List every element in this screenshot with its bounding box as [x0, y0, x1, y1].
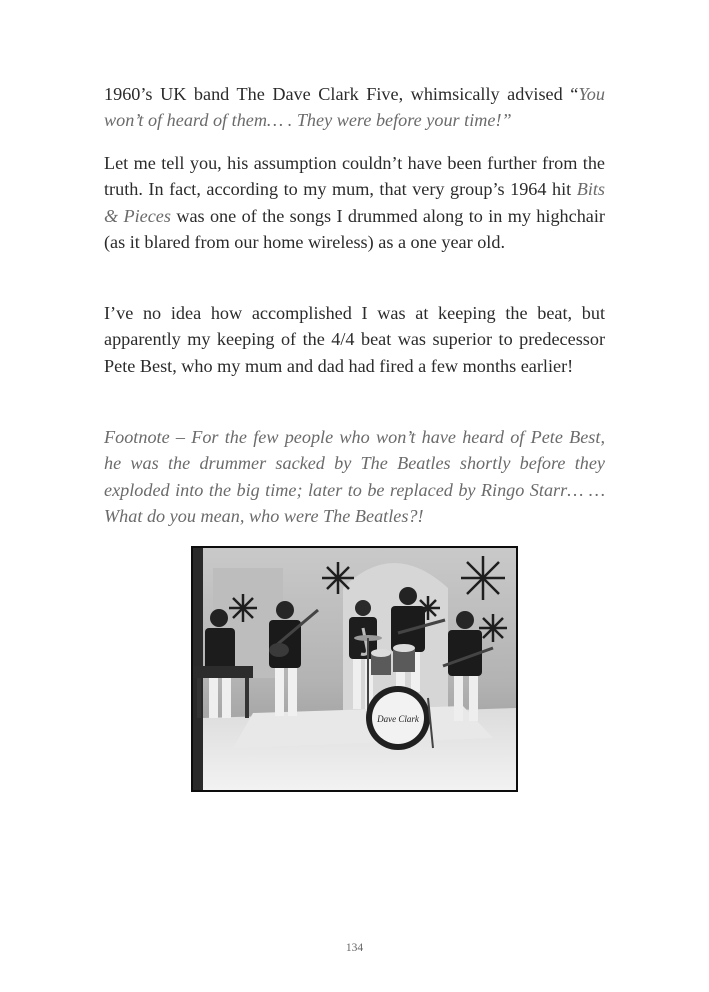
- assumption-text-end: was one of the songs I drummed along to in my highchair (as it blared from our home wireless) as a one year old.: [104, 205, 605, 252]
- intro-quote: You won’t of heard of them… . They were before your time!”: [104, 84, 605, 131]
- paragraph-footnote: Footnote – For the few people who won’t have heard of Pete Best, he was the drummer sacked by The Beatles shortly before they exploded into the big time; later to be replaced by Ringo Starr… … What do you mean, who were The Beatles?!: [104, 427, 605, 526]
- assumption-text-start: Let me tell you, his assumption couldn’t have been further from the truth. In fact, according to my mum, that very group’s 1964 hit: [104, 153, 605, 200]
- band-photo-image: [193, 548, 516, 790]
- paragraph-intro: [104, 81, 605, 134]
- paragraph-assumption: [104, 150, 605, 255]
- paragraph-beat: I’ve no idea how accomplished I was at keeping the beat, but apparently my keeping of the 4/4 beat was superior to predecessor Pete Best, who my mum and dad had fired a few months earlier!: [104, 303, 605, 376]
- bass-drum-logo: Dave Clark: [377, 714, 419, 724]
- page-number: 134: [345, 942, 364, 954]
- song-title: Bits & Pieces: [104, 179, 605, 226]
- band-photo: [191, 546, 518, 792]
- intro-text: 1960’s UK band The Dave Clark Five, whimsically advised “: [104, 84, 579, 104]
